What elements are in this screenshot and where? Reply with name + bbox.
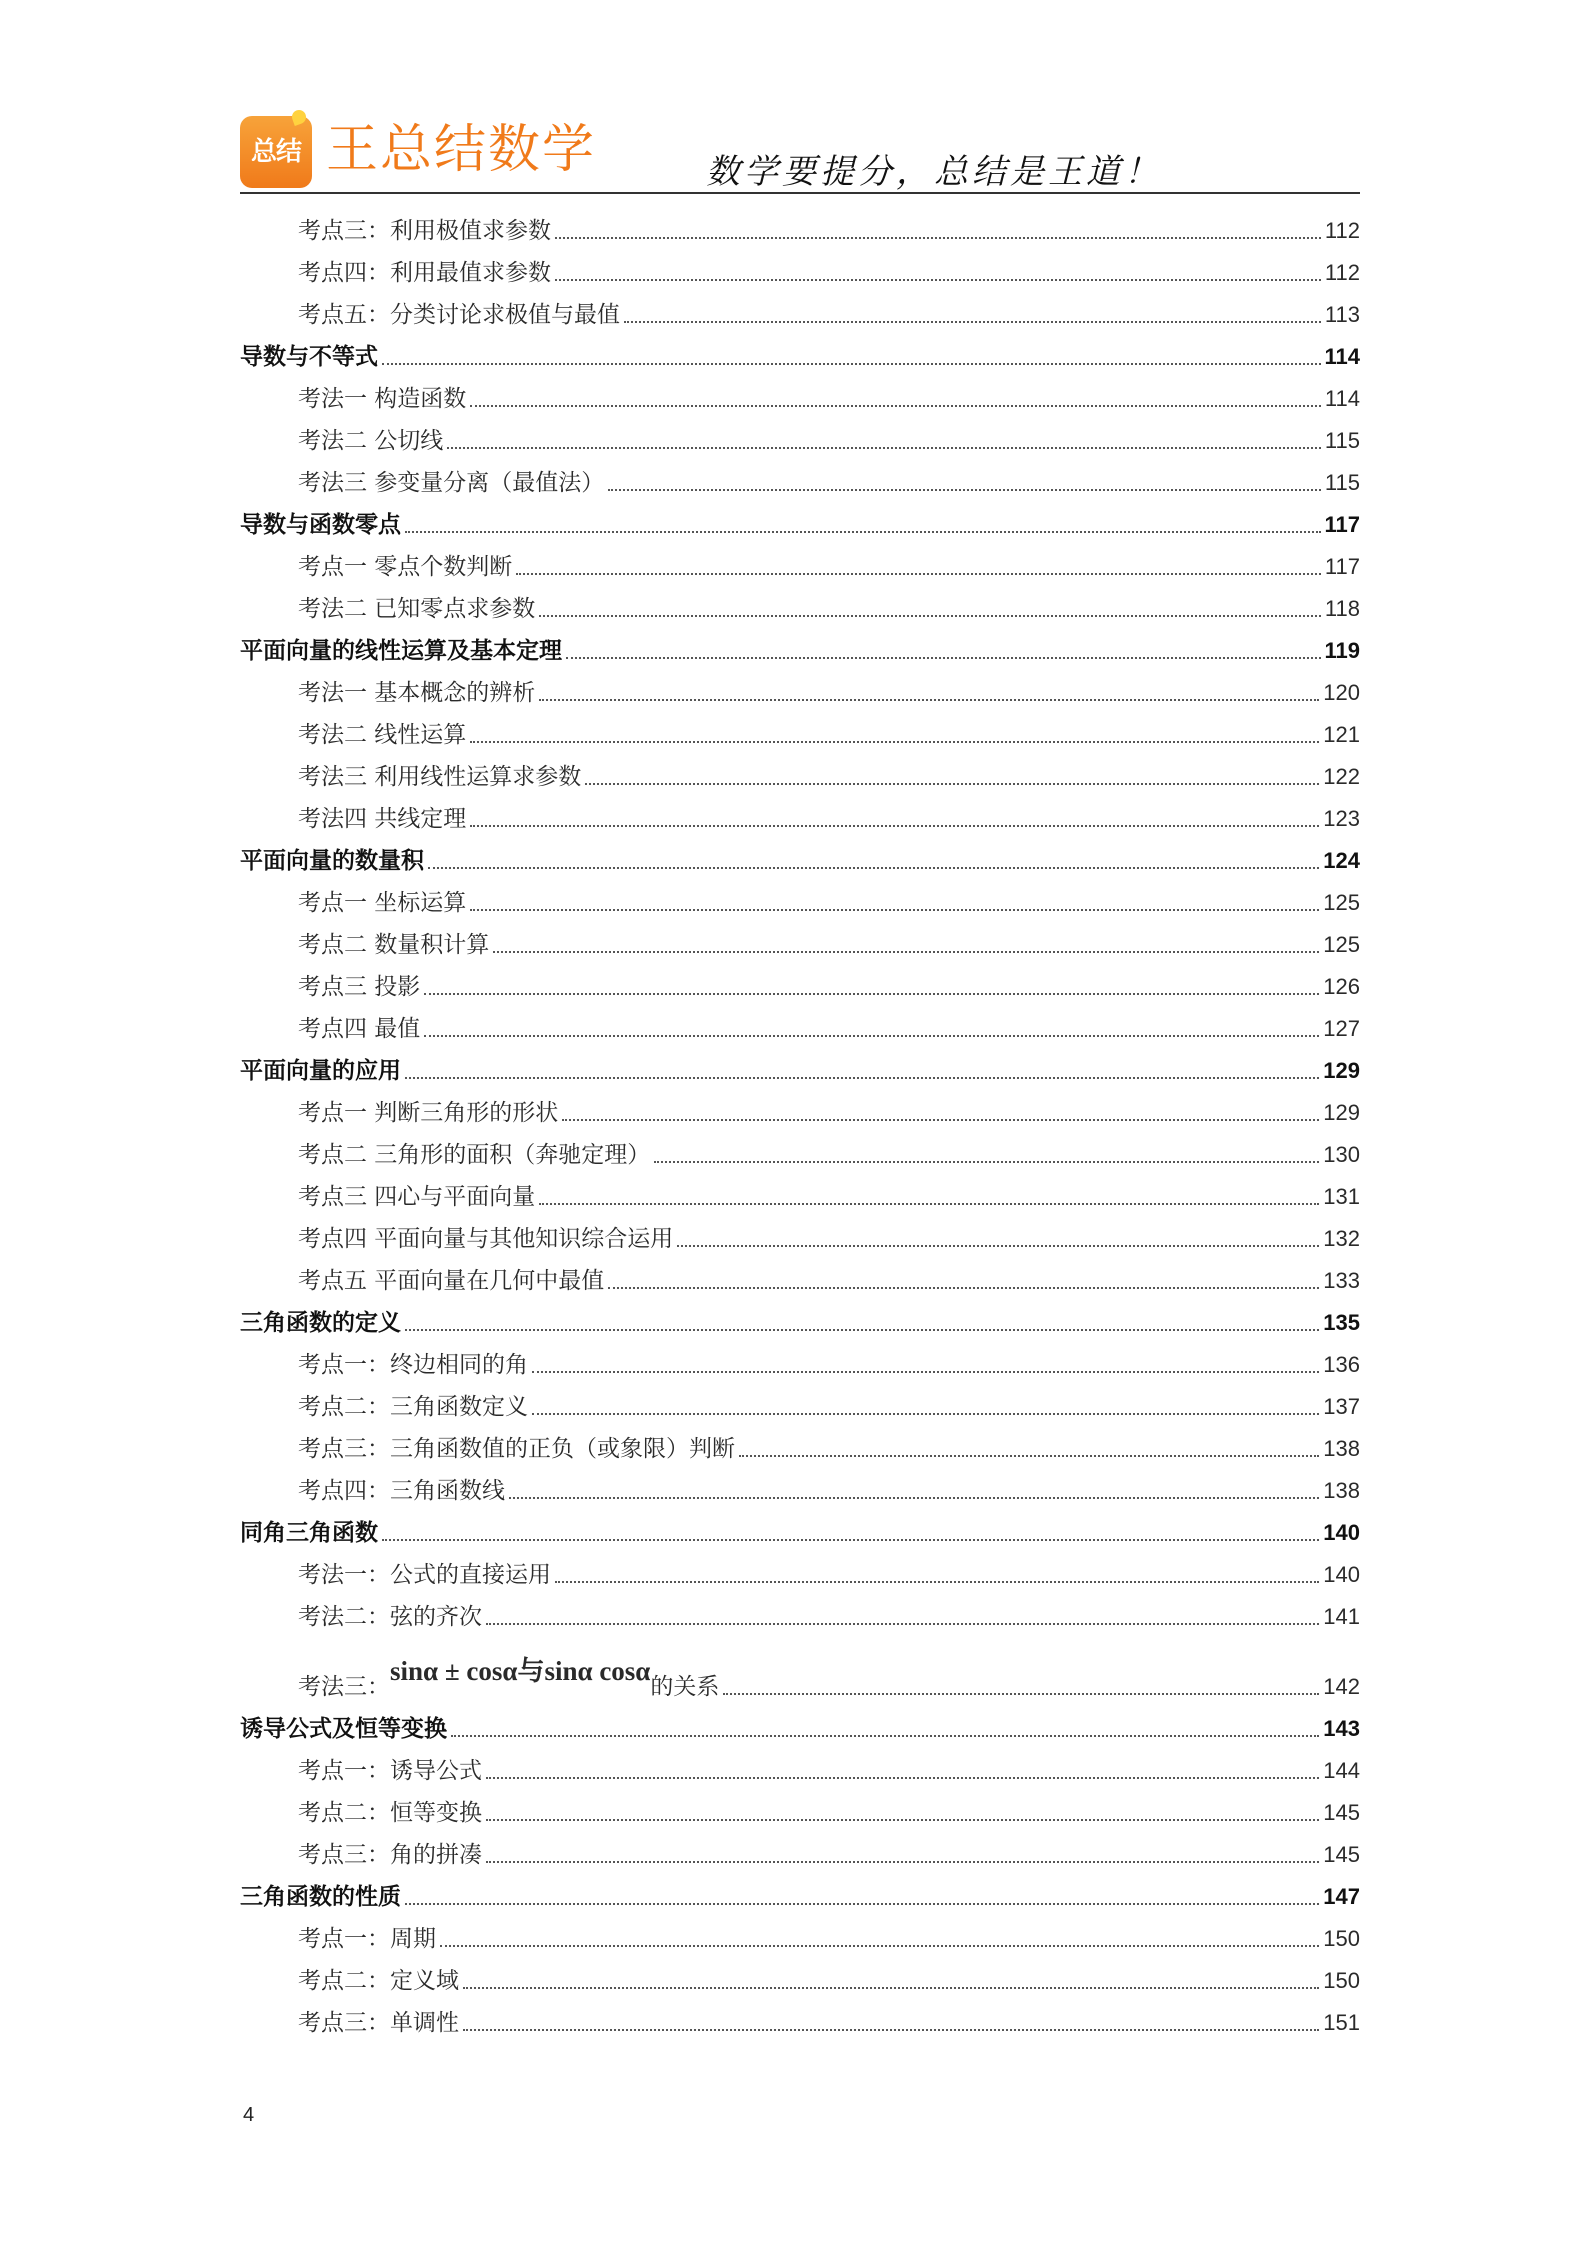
toc-entry-title-text: 考点二：恒等变换 bbox=[298, 1800, 482, 1826]
toc-page-number: 147 bbox=[1323, 1884, 1360, 1909]
toc-section-entry[interactable] bbox=[240, 792, 1360, 834]
toc-dot-leader bbox=[470, 405, 1321, 407]
toc-page-number: 132 bbox=[1323, 1226, 1360, 1251]
toc-dot-leader bbox=[555, 279, 1321, 281]
brand-name: 王总结数学 bbox=[326, 120, 597, 180]
toc-entry-title-text: 考点三：三角函数值的正负（或象限）判断 bbox=[298, 1436, 735, 1462]
toc-section-entry[interactable] bbox=[240, 1086, 1360, 1128]
toc-page-number: 138 bbox=[1323, 1436, 1360, 1461]
toc-page-number: 122 bbox=[1323, 764, 1360, 789]
toc-dot-leader bbox=[539, 1203, 1319, 1205]
toc-dot-leader bbox=[470, 825, 1319, 827]
toc-dot-leader bbox=[440, 1945, 1319, 1947]
toc-section-entry[interactable] bbox=[240, 1954, 1360, 1996]
toc-dot-leader bbox=[463, 2029, 1319, 2031]
toc-section-entry[interactable] bbox=[240, 1128, 1360, 1170]
logo-text: 总结 bbox=[250, 137, 301, 167]
toc-entry-title bbox=[240, 342, 378, 372]
toc-entry-title-text: 导数与函数零点 bbox=[240, 511, 401, 538]
toc-dot-leader bbox=[532, 1371, 1319, 1373]
toc-dot-leader bbox=[405, 1903, 1319, 1905]
toc-dot-leader bbox=[624, 321, 1321, 323]
toc-entry-title bbox=[298, 1798, 482, 1828]
toc-dot-leader bbox=[608, 489, 1321, 491]
toc-page-number: 151 bbox=[1323, 2010, 1360, 2035]
toc-page-number: 131 bbox=[1323, 1184, 1360, 1209]
toc-dot-leader bbox=[532, 1413, 1319, 1415]
toc-entry-title bbox=[298, 1560, 551, 1590]
toc-section-entry[interactable] bbox=[240, 1254, 1360, 1296]
toc-dot-leader bbox=[470, 741, 1319, 743]
toc-entry-title-text: 考法三 利用线性运算求参数 bbox=[298, 764, 582, 790]
toc-entry-title-text: 考点三：单调性 bbox=[298, 2010, 459, 2036]
toc-section-entry[interactable] bbox=[240, 1212, 1360, 1254]
toc-page-number: 120 bbox=[1323, 680, 1360, 705]
toc-entry-title bbox=[298, 384, 466, 414]
toc-entry-title bbox=[298, 1350, 528, 1380]
toc-entry-title-text: 考法三 参变量分离（最值法） bbox=[298, 470, 605, 496]
toc-dot-leader bbox=[486, 1819, 1319, 1821]
toc-entry-title bbox=[298, 1014, 420, 1044]
toc-entry-title bbox=[298, 804, 466, 834]
toc-entry-title bbox=[298, 1840, 482, 1870]
toc-section-entry[interactable] bbox=[240, 1912, 1360, 1954]
toc-dot-leader bbox=[585, 783, 1319, 785]
toc-entry-title bbox=[298, 930, 489, 960]
toc-dot-leader bbox=[539, 699, 1319, 701]
toc-section-entry[interactable] bbox=[240, 1828, 1360, 1870]
toc-section-entry[interactable] bbox=[240, 960, 1360, 1002]
toc-page-number: 118 bbox=[1324, 596, 1360, 621]
toc-chapter-entry[interactable] bbox=[240, 834, 1360, 876]
toc-page-number: 115 bbox=[1324, 470, 1360, 495]
toc-entry-title bbox=[298, 258, 551, 288]
toc-entry-title-text: 考法三： bbox=[298, 1674, 390, 1700]
toc-section-entry[interactable] bbox=[240, 1464, 1360, 1506]
toc-entry-title bbox=[298, 1924, 436, 1954]
toc-dot-leader bbox=[470, 909, 1319, 911]
toc-page-number: 129 bbox=[1323, 1100, 1360, 1125]
toc-section-entry[interactable] bbox=[240, 540, 1360, 582]
toc-section-entry[interactable] bbox=[240, 246, 1360, 288]
toc-page-number: 112 bbox=[1324, 218, 1360, 243]
toc-entry-title bbox=[298, 762, 581, 792]
toc-section-entry[interactable] bbox=[240, 1996, 1360, 2038]
toc-entry-title-text: 考点二 数量积计算 bbox=[298, 932, 490, 958]
toc-entry-title-text: 导数与不等式 bbox=[240, 343, 378, 370]
toc-section-entry[interactable] bbox=[240, 1786, 1360, 1828]
toc-page-number: 124 bbox=[1323, 848, 1360, 873]
toc-chapter-entry[interactable] bbox=[240, 330, 1360, 372]
toc-entry-title bbox=[298, 426, 443, 456]
toc-page-number: 117 bbox=[1324, 554, 1360, 579]
header-divider bbox=[240, 192, 1360, 194]
toc-section-entry[interactable] bbox=[240, 1590, 1360, 1632]
toc-entry-title-text: 考点一：周期 bbox=[298, 1926, 436, 1952]
toc-section-entry[interactable] bbox=[240, 1002, 1360, 1044]
toc-dot-leader bbox=[566, 657, 1321, 659]
toc-dot-leader bbox=[555, 237, 1321, 239]
toc-page-number: 117 bbox=[1324, 512, 1360, 537]
toc-dot-leader bbox=[382, 1539, 1319, 1541]
toc-entry-title bbox=[298, 1602, 482, 1632]
toc-entry-title-text: 考点二：定义域 bbox=[298, 1968, 459, 1994]
toc-page-number: 144 bbox=[1323, 1758, 1360, 1783]
toc-entry-title bbox=[298, 2008, 459, 2038]
toc-entry-title-text: 考法二 公切线 bbox=[298, 428, 444, 454]
toc-dot-leader bbox=[493, 951, 1319, 953]
toc-entry-title bbox=[298, 1656, 720, 1702]
toc-dot-leader bbox=[486, 1777, 1319, 1779]
toc-section-entry[interactable] bbox=[240, 1422, 1360, 1464]
toc-section-entry[interactable] bbox=[240, 750, 1360, 792]
toc-entry-title-text: 考点一 零点个数判断 bbox=[298, 554, 513, 580]
toc-page-number: 114 bbox=[1324, 344, 1360, 369]
toc-dot-leader bbox=[723, 1693, 1319, 1695]
toc-dot-leader bbox=[516, 573, 1321, 575]
toc-entry-title-text: 三角函数的定义 bbox=[240, 1309, 401, 1336]
toc-section-entry[interactable] bbox=[240, 876, 1360, 918]
toc-entry-title-suffix: 的关系 bbox=[650, 1674, 720, 1700]
toc-entry-title-text: 考点三 四心与平面向量 bbox=[298, 1184, 536, 1210]
toc-entry-title bbox=[298, 678, 535, 708]
toc-entry-title bbox=[298, 888, 466, 918]
toc-entry-title-text: 考点三 投影 bbox=[298, 974, 421, 1000]
toc-entry-title bbox=[298, 1756, 482, 1786]
toc-page-number: 127 bbox=[1323, 1016, 1360, 1041]
toc-page-number: 135 bbox=[1323, 1310, 1360, 1335]
toc-section-entry[interactable] bbox=[240, 414, 1360, 456]
toc-dot-leader bbox=[447, 447, 1321, 449]
toc-page-number: 140 bbox=[1323, 1562, 1360, 1587]
toc-entry-title-text: 考点五：分类讨论求极值与最值 bbox=[298, 302, 620, 328]
toc-entry-title-text: 考点四 最值 bbox=[298, 1016, 421, 1042]
toc-page-number: 114 bbox=[1324, 386, 1360, 411]
toc-entry-title bbox=[298, 1098, 558, 1128]
toc-entry-title bbox=[298, 300, 620, 330]
toc-chapter-entry[interactable] bbox=[240, 624, 1360, 666]
toc-entry-title-text: 考法四 共线定理 bbox=[298, 806, 467, 832]
toc-page-number: 112 bbox=[1324, 260, 1360, 285]
toc-dot-leader bbox=[424, 993, 1319, 995]
toc-dot-leader bbox=[382, 363, 1321, 365]
toc-entry-title-text: 考点三：角的拼凑 bbox=[298, 1842, 482, 1868]
toc-entry-title bbox=[298, 972, 420, 1002]
toc-dot-leader bbox=[739, 1455, 1319, 1457]
toc-entry-title bbox=[298, 468, 604, 498]
toc-page-number: 121 bbox=[1323, 722, 1360, 747]
toc-page-number: 113 bbox=[1324, 302, 1360, 327]
toc-entry-title bbox=[298, 1966, 459, 1996]
toc-entry-title bbox=[240, 1308, 401, 1338]
toc-entry-title-text: 考法二 线性运算 bbox=[298, 722, 467, 748]
toc-dot-leader bbox=[509, 1497, 1319, 1499]
toc-entry-title-text: 诱导公式及恒等变换 bbox=[240, 1715, 447, 1742]
toc-entry-title-text: 考法一 构造函数 bbox=[298, 386, 467, 412]
toc-entry-title bbox=[240, 1882, 401, 1912]
toc-section-entry[interactable] bbox=[240, 1632, 1360, 1702]
toc-chapter-entry[interactable] bbox=[240, 1870, 1360, 1912]
toc-page-number: 143 bbox=[1323, 1716, 1360, 1741]
toc-section-entry[interactable] bbox=[240, 708, 1360, 750]
toc-page-number: 137 bbox=[1323, 1394, 1360, 1419]
toc-page-number: 145 bbox=[1323, 1842, 1360, 1867]
toc-entry-title-text: 考点五 平面向量在几何中最值 bbox=[298, 1268, 605, 1294]
toc-entry-formula: sinα ± cosα与sinα cosα bbox=[390, 1656, 651, 1686]
toc-dot-leader bbox=[486, 1623, 1319, 1625]
toc-dot-leader bbox=[451, 1735, 1319, 1737]
toc-dot-leader bbox=[555, 1581, 1319, 1583]
toc-entry-title bbox=[240, 636, 562, 666]
toc-dot-leader bbox=[562, 1119, 1319, 1121]
toc-entry-title-text: 考点一：终边相同的角 bbox=[298, 1352, 528, 1378]
toc-page-number: 141 bbox=[1323, 1604, 1360, 1629]
toc-entry-title bbox=[298, 1224, 673, 1254]
table-of-contents bbox=[240, 204, 1360, 2038]
toc-entry-title-text: 考点三：利用极值求参数 bbox=[298, 218, 551, 244]
toc-dot-leader bbox=[405, 531, 1321, 533]
toc-page-number: 133 bbox=[1323, 1268, 1360, 1293]
toc-page-number: 119 bbox=[1324, 638, 1360, 663]
toc-entry-title bbox=[240, 846, 424, 876]
toc-entry-title-text: 考点二：三角函数定义 bbox=[298, 1394, 528, 1420]
toc-page-number: 150 bbox=[1323, 1968, 1360, 1993]
toc-page-number: 142 bbox=[1323, 1674, 1360, 1699]
toc-dot-leader bbox=[677, 1245, 1319, 1247]
toc-entry-title bbox=[298, 1266, 604, 1296]
toc-entry-title bbox=[298, 1392, 528, 1422]
header-slogan: 数学要提分，总结是王道！ bbox=[706, 152, 1162, 192]
toc-entry-title bbox=[298, 552, 512, 582]
toc-dot-leader bbox=[405, 1077, 1319, 1079]
toc-section-entry[interactable] bbox=[240, 288, 1360, 330]
toc-dot-leader bbox=[424, 1035, 1319, 1037]
toc-page-number: 150 bbox=[1323, 1926, 1360, 1951]
toc-section-entry[interactable] bbox=[240, 204, 1360, 246]
toc-dot-leader bbox=[539, 615, 1321, 617]
toc-chapter-entry[interactable] bbox=[240, 1044, 1360, 1086]
toc-entry-title-text: 考点一 判断三角形的形状 bbox=[298, 1100, 559, 1126]
toc-entry-title bbox=[240, 1518, 378, 1548]
toc-entry-title-text: 平面向量的数量积 bbox=[240, 847, 424, 874]
toc-section-entry[interactable] bbox=[240, 1548, 1360, 1590]
page-number: 4 bbox=[243, 2104, 255, 2126]
toc-entry-title bbox=[298, 1182, 535, 1212]
toc-entry-title-text: 考法一：公式的直接运用 bbox=[298, 1562, 551, 1588]
toc-section-entry[interactable] bbox=[240, 456, 1360, 498]
toc-page-number: 140 bbox=[1323, 1520, 1360, 1545]
toc-page-number: 123 bbox=[1323, 806, 1360, 831]
toc-section-entry[interactable] bbox=[240, 1170, 1360, 1212]
toc-chapter-entry[interactable] bbox=[240, 1506, 1360, 1548]
toc-page-number: 138 bbox=[1323, 1478, 1360, 1503]
toc-dot-leader bbox=[463, 1987, 1319, 1989]
toc-chapter-entry[interactable] bbox=[240, 498, 1360, 540]
toc-entry-title-text: 考法二 已知零点求参数 bbox=[298, 596, 536, 622]
toc-section-entry[interactable] bbox=[240, 666, 1360, 708]
toc-entry-title bbox=[240, 1056, 401, 1086]
toc-entry-title-text: 考点一 坐标运算 bbox=[298, 890, 467, 916]
toc-entry-title-text: 同角三角函数 bbox=[240, 1519, 378, 1546]
toc-page-number: 115 bbox=[1324, 428, 1360, 453]
toc-page-number: 129 bbox=[1323, 1058, 1360, 1083]
toc-section-entry[interactable] bbox=[240, 918, 1360, 960]
toc-entry-title-text: 考点四 平面向量与其他知识综合运用 bbox=[298, 1226, 674, 1252]
toc-entry-title bbox=[298, 1434, 735, 1464]
toc-page-number: 145 bbox=[1323, 1800, 1360, 1825]
toc-entry-title-text: 考点四：利用最值求参数 bbox=[298, 260, 551, 286]
toc-dot-leader bbox=[608, 1287, 1319, 1289]
toc-dot-leader bbox=[405, 1329, 1319, 1331]
toc-section-entry[interactable] bbox=[240, 1744, 1360, 1786]
toc-page-number: 136 bbox=[1323, 1352, 1360, 1377]
toc-page-number: 126 bbox=[1323, 974, 1360, 999]
toc-entry-title bbox=[240, 1714, 447, 1744]
toc-chapter-entry[interactable] bbox=[240, 1702, 1360, 1744]
toc-section-entry[interactable] bbox=[240, 372, 1360, 414]
toc-entry-title-text: 平面向量的线性运算及基本定理 bbox=[240, 637, 562, 664]
brand-logo bbox=[240, 116, 312, 188]
toc-section-entry[interactable] bbox=[240, 582, 1360, 624]
page-header bbox=[240, 108, 1360, 192]
toc-entry-title bbox=[298, 720, 466, 750]
toc-entry-title bbox=[240, 510, 401, 540]
toc-chapter-entry[interactable] bbox=[240, 1296, 1360, 1338]
toc-dot-leader bbox=[654, 1161, 1319, 1163]
toc-dot-leader bbox=[486, 1861, 1319, 1863]
toc-entry-title-text: 三角函数的性质 bbox=[240, 1883, 401, 1910]
toc-page-number: 125 bbox=[1323, 932, 1360, 957]
toc-entry-title-text: 平面向量的应用 bbox=[240, 1057, 401, 1084]
toc-section-entry[interactable] bbox=[240, 1380, 1360, 1422]
toc-entry-title-text: 考点四：三角函数线 bbox=[298, 1478, 505, 1504]
toc-section-entry[interactable] bbox=[240, 1338, 1360, 1380]
toc-dot-leader bbox=[428, 867, 1319, 869]
toc-entry-title-text: 考法一 基本概念的辨析 bbox=[298, 680, 536, 706]
toc-entry-title bbox=[298, 1140, 650, 1170]
toc-entry-title bbox=[298, 594, 535, 624]
toc-page-number: 125 bbox=[1323, 890, 1360, 915]
toc-entry-title bbox=[298, 216, 551, 246]
toc-entry-title bbox=[298, 1476, 505, 1506]
toc-entry-title-text: 考点二 三角形的面积（奔驰定理） bbox=[298, 1142, 651, 1168]
toc-entry-title-text: 考点一：诱导公式 bbox=[298, 1758, 482, 1784]
toc-page-number: 130 bbox=[1323, 1142, 1360, 1167]
toc-entry-title-text: 考法二：弦的齐次 bbox=[298, 1604, 482, 1630]
